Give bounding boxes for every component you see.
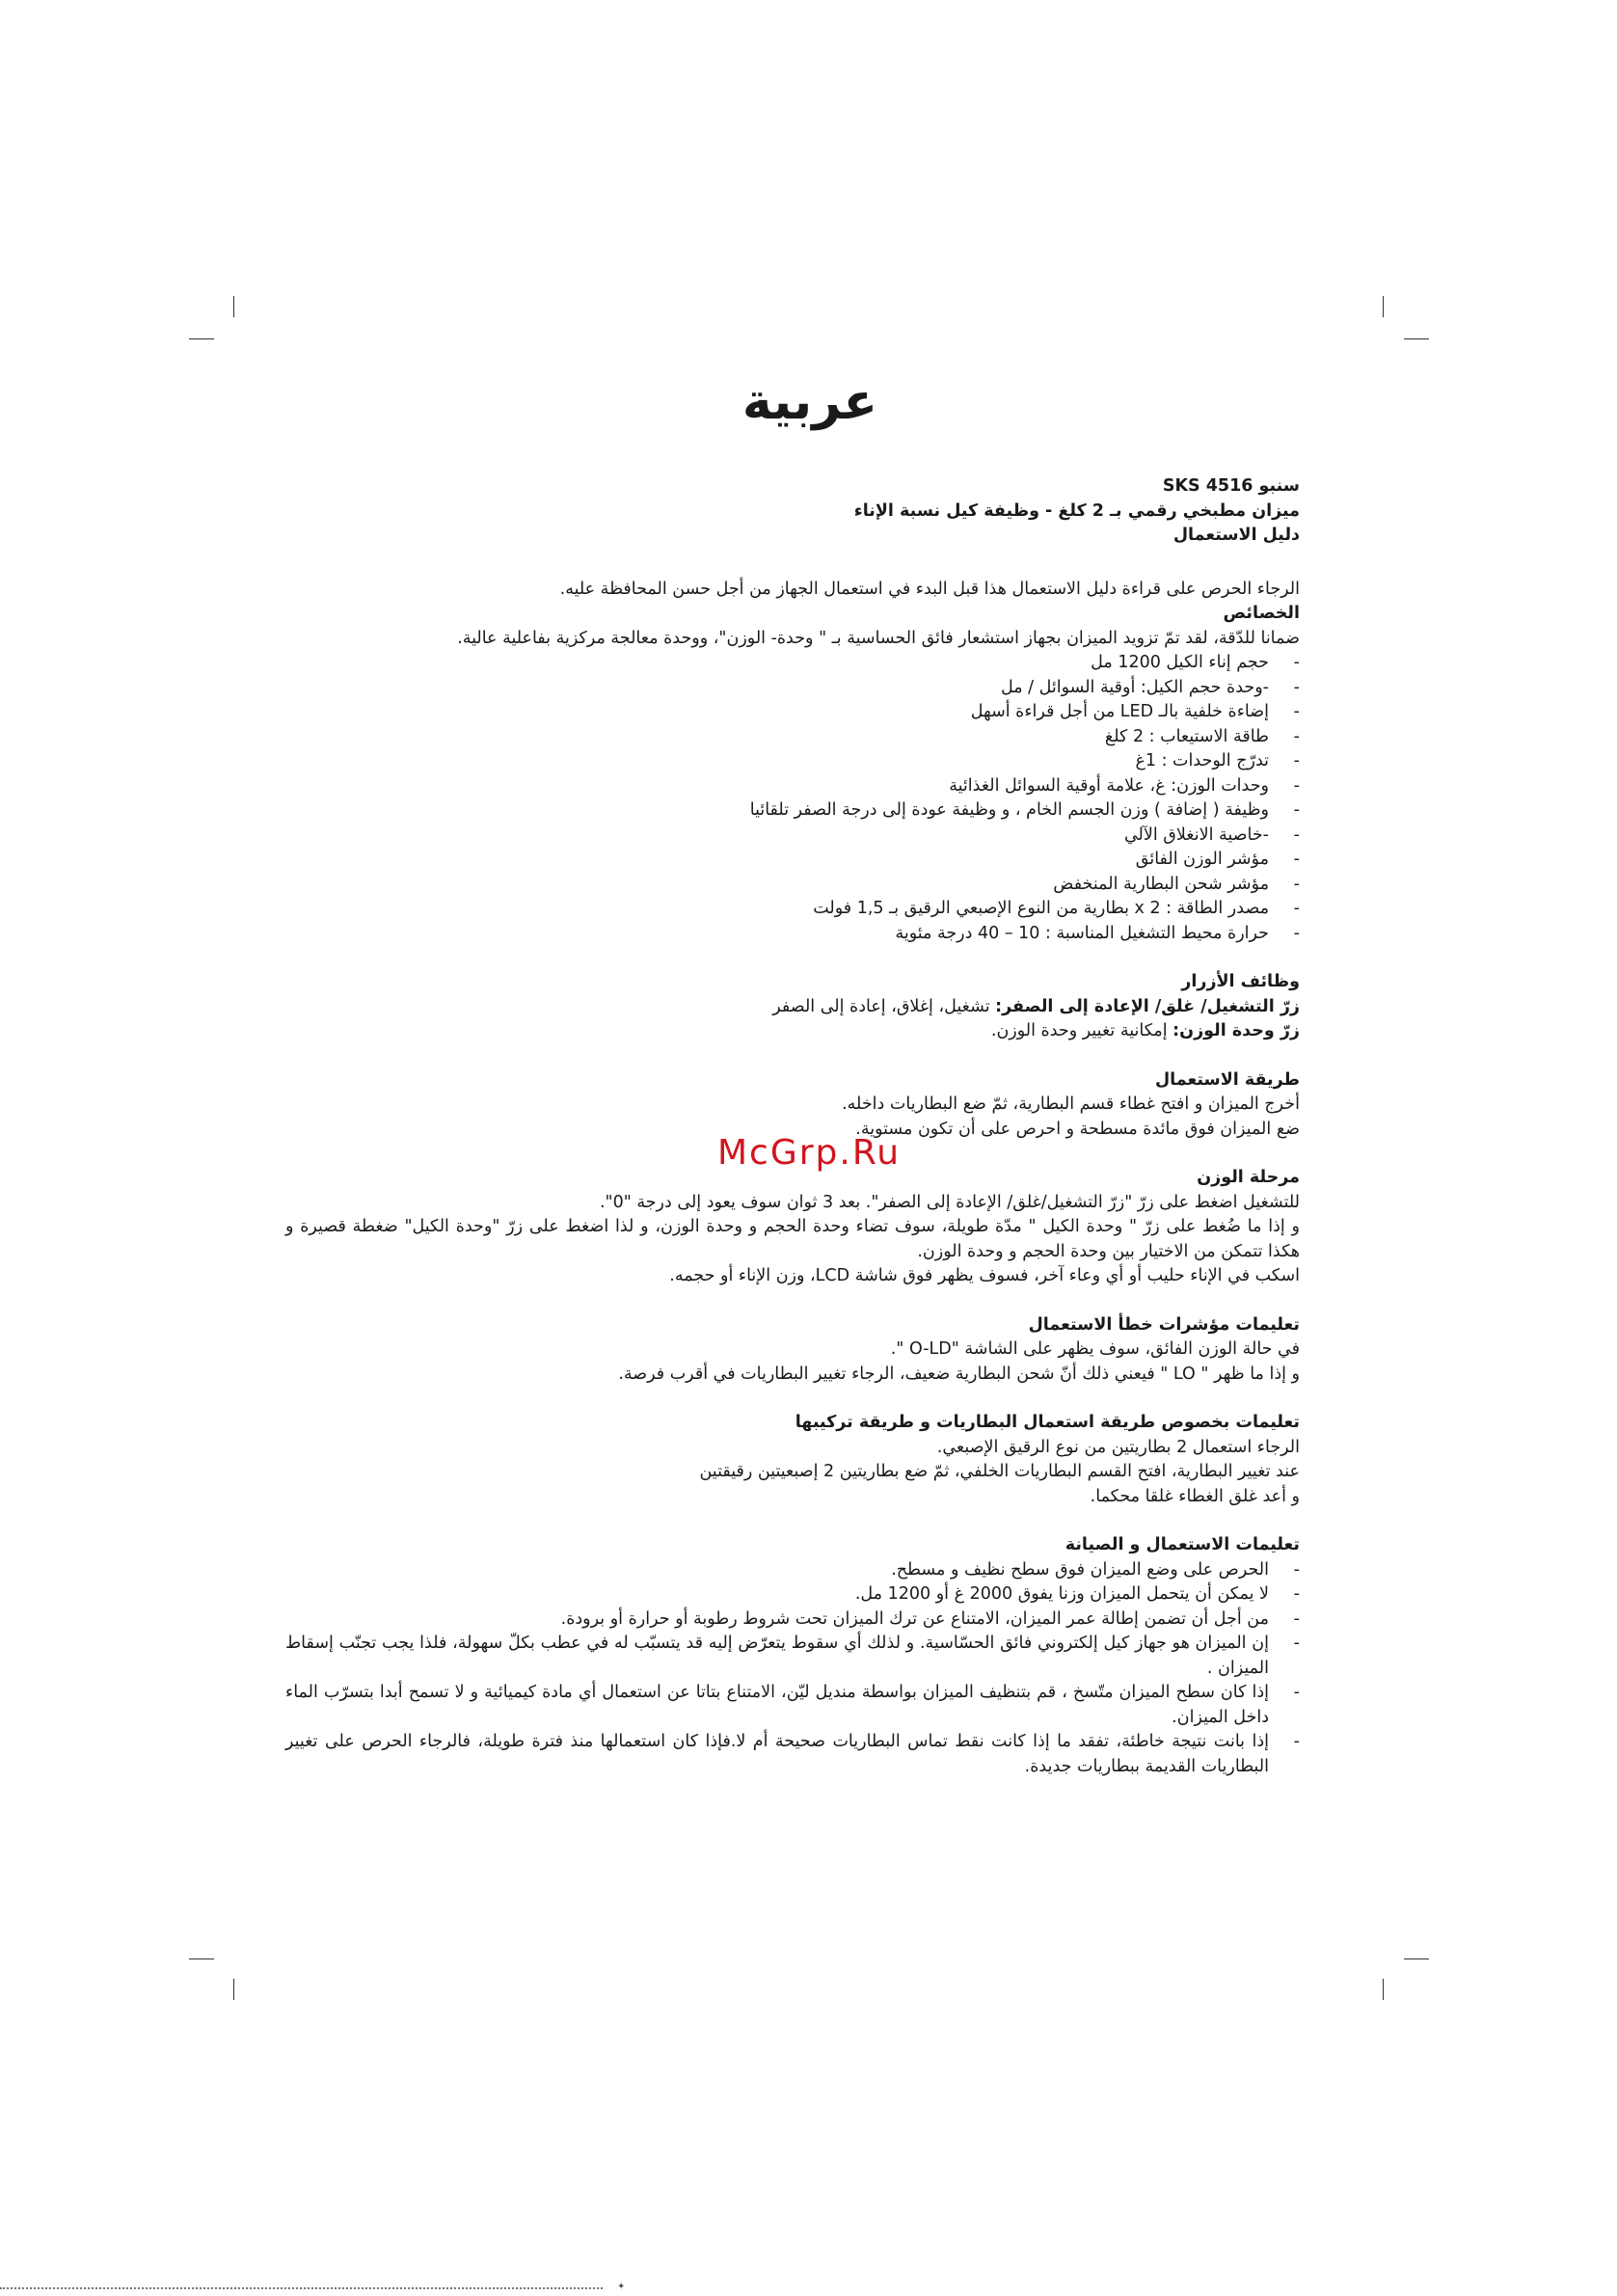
list-bullet: - (1293, 874, 1300, 894)
list-item (285, 1632, 1300, 1681)
list-item-text: وحدات الوزن: غ، علامة أوقية السوائل الغذائية (949, 775, 1269, 796)
care-heading: تعليمات الاستعمال و الصيانة (1065, 1535, 1300, 1554)
manual-body (285, 474, 1300, 1779)
features-text: ضمانا للدّقة، لقد تمّ تزويد الميزان بجهاز استشعار فائق الحساسية بـ " وحدة- الوزن"، ووحدة معالجة مركزية بفاعلية عالية. (457, 628, 1300, 648)
crop-mark (1383, 1979, 1384, 2000)
battery-line: عند تغيير البطارية، افتح القسم البطاريات الخلفي، ثمّ ضع بطاريتين 2 إصبعيتين رقيقتين (699, 1462, 1300, 1481)
list-item (285, 873, 1300, 898)
list-item-text: طاقة الاستيعاب : 2 كلغ (1104, 726, 1269, 746)
list-bullet: - (1293, 1559, 1300, 1580)
errors-heading: تعليمات مؤشرات خطأ الاستعمال (1028, 1314, 1300, 1335)
on-off-button-text: تشغيل، إغلاق، إعادة إلى الصفر (772, 996, 996, 1016)
list-item-text: إضاءة خلفية بالـ LED من أجل قراءة أسهل (970, 702, 1269, 721)
list-bullet: - (1293, 775, 1300, 796)
list-bullet: - (1293, 726, 1300, 746)
list-item (285, 922, 1300, 947)
care-list (285, 1558, 1300, 1780)
list-item-text: مؤشر الوزن الفائق (1135, 850, 1269, 869)
list-item (285, 1681, 1300, 1730)
intro-text: الرجاء الحرص على قراءة دليل الاستعمال هذا قبل البدء في استعمال الجهاز من أجل حسن المحافظة عليه. (559, 579, 1300, 599)
list-item-text: مؤشر شحن البطارية المنخفض (1053, 874, 1269, 894)
list-item (285, 1607, 1300, 1633)
list-item (285, 700, 1300, 725)
list-item-text: حرارة محيط التشغيل المناسبة : 10 – 40 درجة مئوية (895, 923, 1269, 943)
error-line: و إذا ما ظهر " LO " فيعني ذلك أنّ شحن البطارية ضعيف، الرجاء تغيير البطاريات في أقرب فرصة. (618, 1364, 1300, 1384)
page-title: عربية (741, 373, 878, 431)
features-heading: الخصائص (1223, 604, 1300, 623)
list-bullet: - (1293, 800, 1300, 820)
unit-button-line (285, 1019, 1300, 1044)
list-bullet: - (1293, 1608, 1300, 1629)
crop-mark (233, 1979, 234, 2000)
unit-button-label: زرّ وحدة الوزن: (1172, 1021, 1300, 1040)
list-item-text: -خاصية الانغلاق الآلي (1123, 824, 1269, 845)
list-item (285, 725, 1300, 750)
list-item (285, 1730, 1300, 1779)
list-item (285, 848, 1300, 873)
model-name: سنبو SKS 4516 (1162, 476, 1300, 496)
list-item (285, 824, 1300, 849)
weighing-heading: مرحلة الوزن (1197, 1168, 1300, 1187)
crop-mark (1404, 1958, 1429, 1959)
error-line: في حالة الوزن الفائق، سوف يظهر على الشاشة "O-LD ". (890, 1339, 1300, 1359)
feature-list (285, 651, 1300, 946)
list-item (285, 749, 1300, 774)
list-bullet: - (1293, 824, 1300, 845)
battery-line: و أعد غلق الغطاء غلقا محكما. (1090, 1486, 1300, 1506)
on-off-button-label: زرّ التشغيل/ غلق/ الإعادة إلى الصفر: (995, 996, 1300, 1016)
crop-mark (233, 296, 234, 317)
list-item-text: من أجل أن تضمن إطالة عمر الميزان، الامتناع عن ترك الميزان تحت شروط رطوبة أو حرارة أو برودة. (560, 1608, 1269, 1629)
list-bullet: - (1293, 899, 1300, 918)
list-bullet: - (1293, 1732, 1300, 1751)
batteries-heading: تعليمات بخصوص طريقة استعمال البطاريات و طريقة تركيبها (795, 1413, 1300, 1432)
weighing-line: اسكب في الإناء حليب أو أي وعاء آخر، فسوف يظهر فوق شاشة LCD، وزن الإناء أو حجمه. (669, 1266, 1300, 1285)
list-item-text: تدرّج الوحدات : 1غ (1135, 751, 1269, 770)
list-item-text: وظيفة ( إضافة ) وزن الجسم الخام ، و وظيفة عودة إلى درجة الصفر تلقائيا (749, 800, 1269, 820)
page-edge-mark: ✦ (617, 2282, 626, 2292)
list-bullet: - (1293, 677, 1300, 697)
on-off-button-line (285, 995, 1300, 1020)
list-item (285, 1558, 1300, 1583)
weighing-line: و إذا ما ضُغط على زرّ " وحدة الكيل " مدّة طويلة، سوف تضاء وحدة الحجم و وحدة الوزن، و لذا اضغط على زرّ "وحدة الكيل" ضغطة قصيرة و هكذا تتمكن من الاختيار بين وحدة الحجم و وحدة الوزن. (285, 1217, 1300, 1261)
list-item-text: لا يمكن أن يتحمل الميزان وزنا يفوق 2000 غ أو 1200 مل. (854, 1584, 1269, 1604)
list-bullet: - (1293, 1584, 1300, 1604)
crop-mark (1404, 338, 1429, 339)
list-item (285, 897, 1300, 922)
list-item-text: إذا كان سطح الميزان متّسخ ، قم بتنظيف الميزان بواسطة منديل ليّن، الامتناع بتاتا عن استعمال أي مادة كيميائية و لا تسمح أبدا بتسرّب الماء داخل الميزان. (285, 1683, 1269, 1727)
weighing-line: للتشغيل اضغط على زرّ "زرّ التشغيل/غلق/ الإعادة إلى الصفر". بعد 3 ثوان سوف يعود إلى درجة "0". (599, 1192, 1300, 1212)
list-item (285, 651, 1300, 676)
usage-line: ضع الميزان فوق مائدة مسطحة و احرص على أن تكون مستوية. (855, 1119, 1300, 1139)
list-item-text: -وحدة حجم الكيل: أوقية السوائل / مل (1000, 677, 1269, 697)
crop-mark (1383, 296, 1384, 317)
page-edge-rule (0, 2287, 603, 2289)
list-bullet: - (1293, 1683, 1300, 1702)
unit-button-text: إمكانية تغيير وحدة الوزن. (990, 1021, 1173, 1040)
product-subtitle: ميزان مطبخي رقمي بـ 2 كلغ - وظيفة كيل نسبة الإناء (853, 500, 1300, 521)
list-item (285, 676, 1300, 701)
list-bullet: - (1293, 653, 1300, 672)
list-item-text: حجم إناء الكيل 1200 مل (1091, 653, 1269, 672)
list-bullet: - (1293, 923, 1300, 943)
battery-line: الرجاء استعمال 2 بطاريتين من نوع الرقيق الإصبعي. (936, 1437, 1300, 1457)
list-item (285, 774, 1300, 799)
usage-line: أخرج الميزان و افتح غطاء قسم البطارية، ثمّ ضع البطاريات داخله. (842, 1094, 1300, 1114)
usage-heading: طريقة الاستعمال (1155, 1069, 1300, 1090)
crop-mark (189, 338, 214, 339)
list-item-text: إذا بانت نتيجة خاطئة، تفقد ما إذا كانت نقط تماس البطاريات صحيحة أم لا.فإذا كان استعمالها منذ فترة طويلة، فالرجاء الحرص على تغيير البطاريات القديمة ببطاريات جديدة. (285, 1732, 1269, 1776)
list-item (285, 1582, 1300, 1607)
list-bullet: - (1293, 850, 1300, 869)
watermark: McGrp.Ru (717, 1133, 902, 1173)
list-bullet: - (1293, 751, 1300, 770)
list-item (285, 798, 1300, 824)
list-item-text: الحرص على وضع الميزان فوق سطح نظيف و مسطح. (891, 1559, 1269, 1580)
crop-mark (189, 1958, 214, 1959)
list-bullet: - (1293, 702, 1300, 721)
list-item-text: إن الميزان هو جهاز كيل إلكتروني فائق الحسّاسية. و لذلك أي سقوط يتعرّض إليه قد يتسبّب له في عطب بكلّ سهولة، فلذا يجب تجنّب إسقاط الميزان . (285, 1634, 1269, 1678)
list-bullet: - (1293, 1634, 1300, 1653)
buttons-heading: وظائف الأزرار (1181, 972, 1300, 991)
manual-label: دليل الاستعمال (1172, 526, 1300, 545)
list-item-text: مصدر الطاقة : 2 x بطارية من النوع الإصبعي الرقيق بـ 1,5 فولت (813, 899, 1269, 918)
